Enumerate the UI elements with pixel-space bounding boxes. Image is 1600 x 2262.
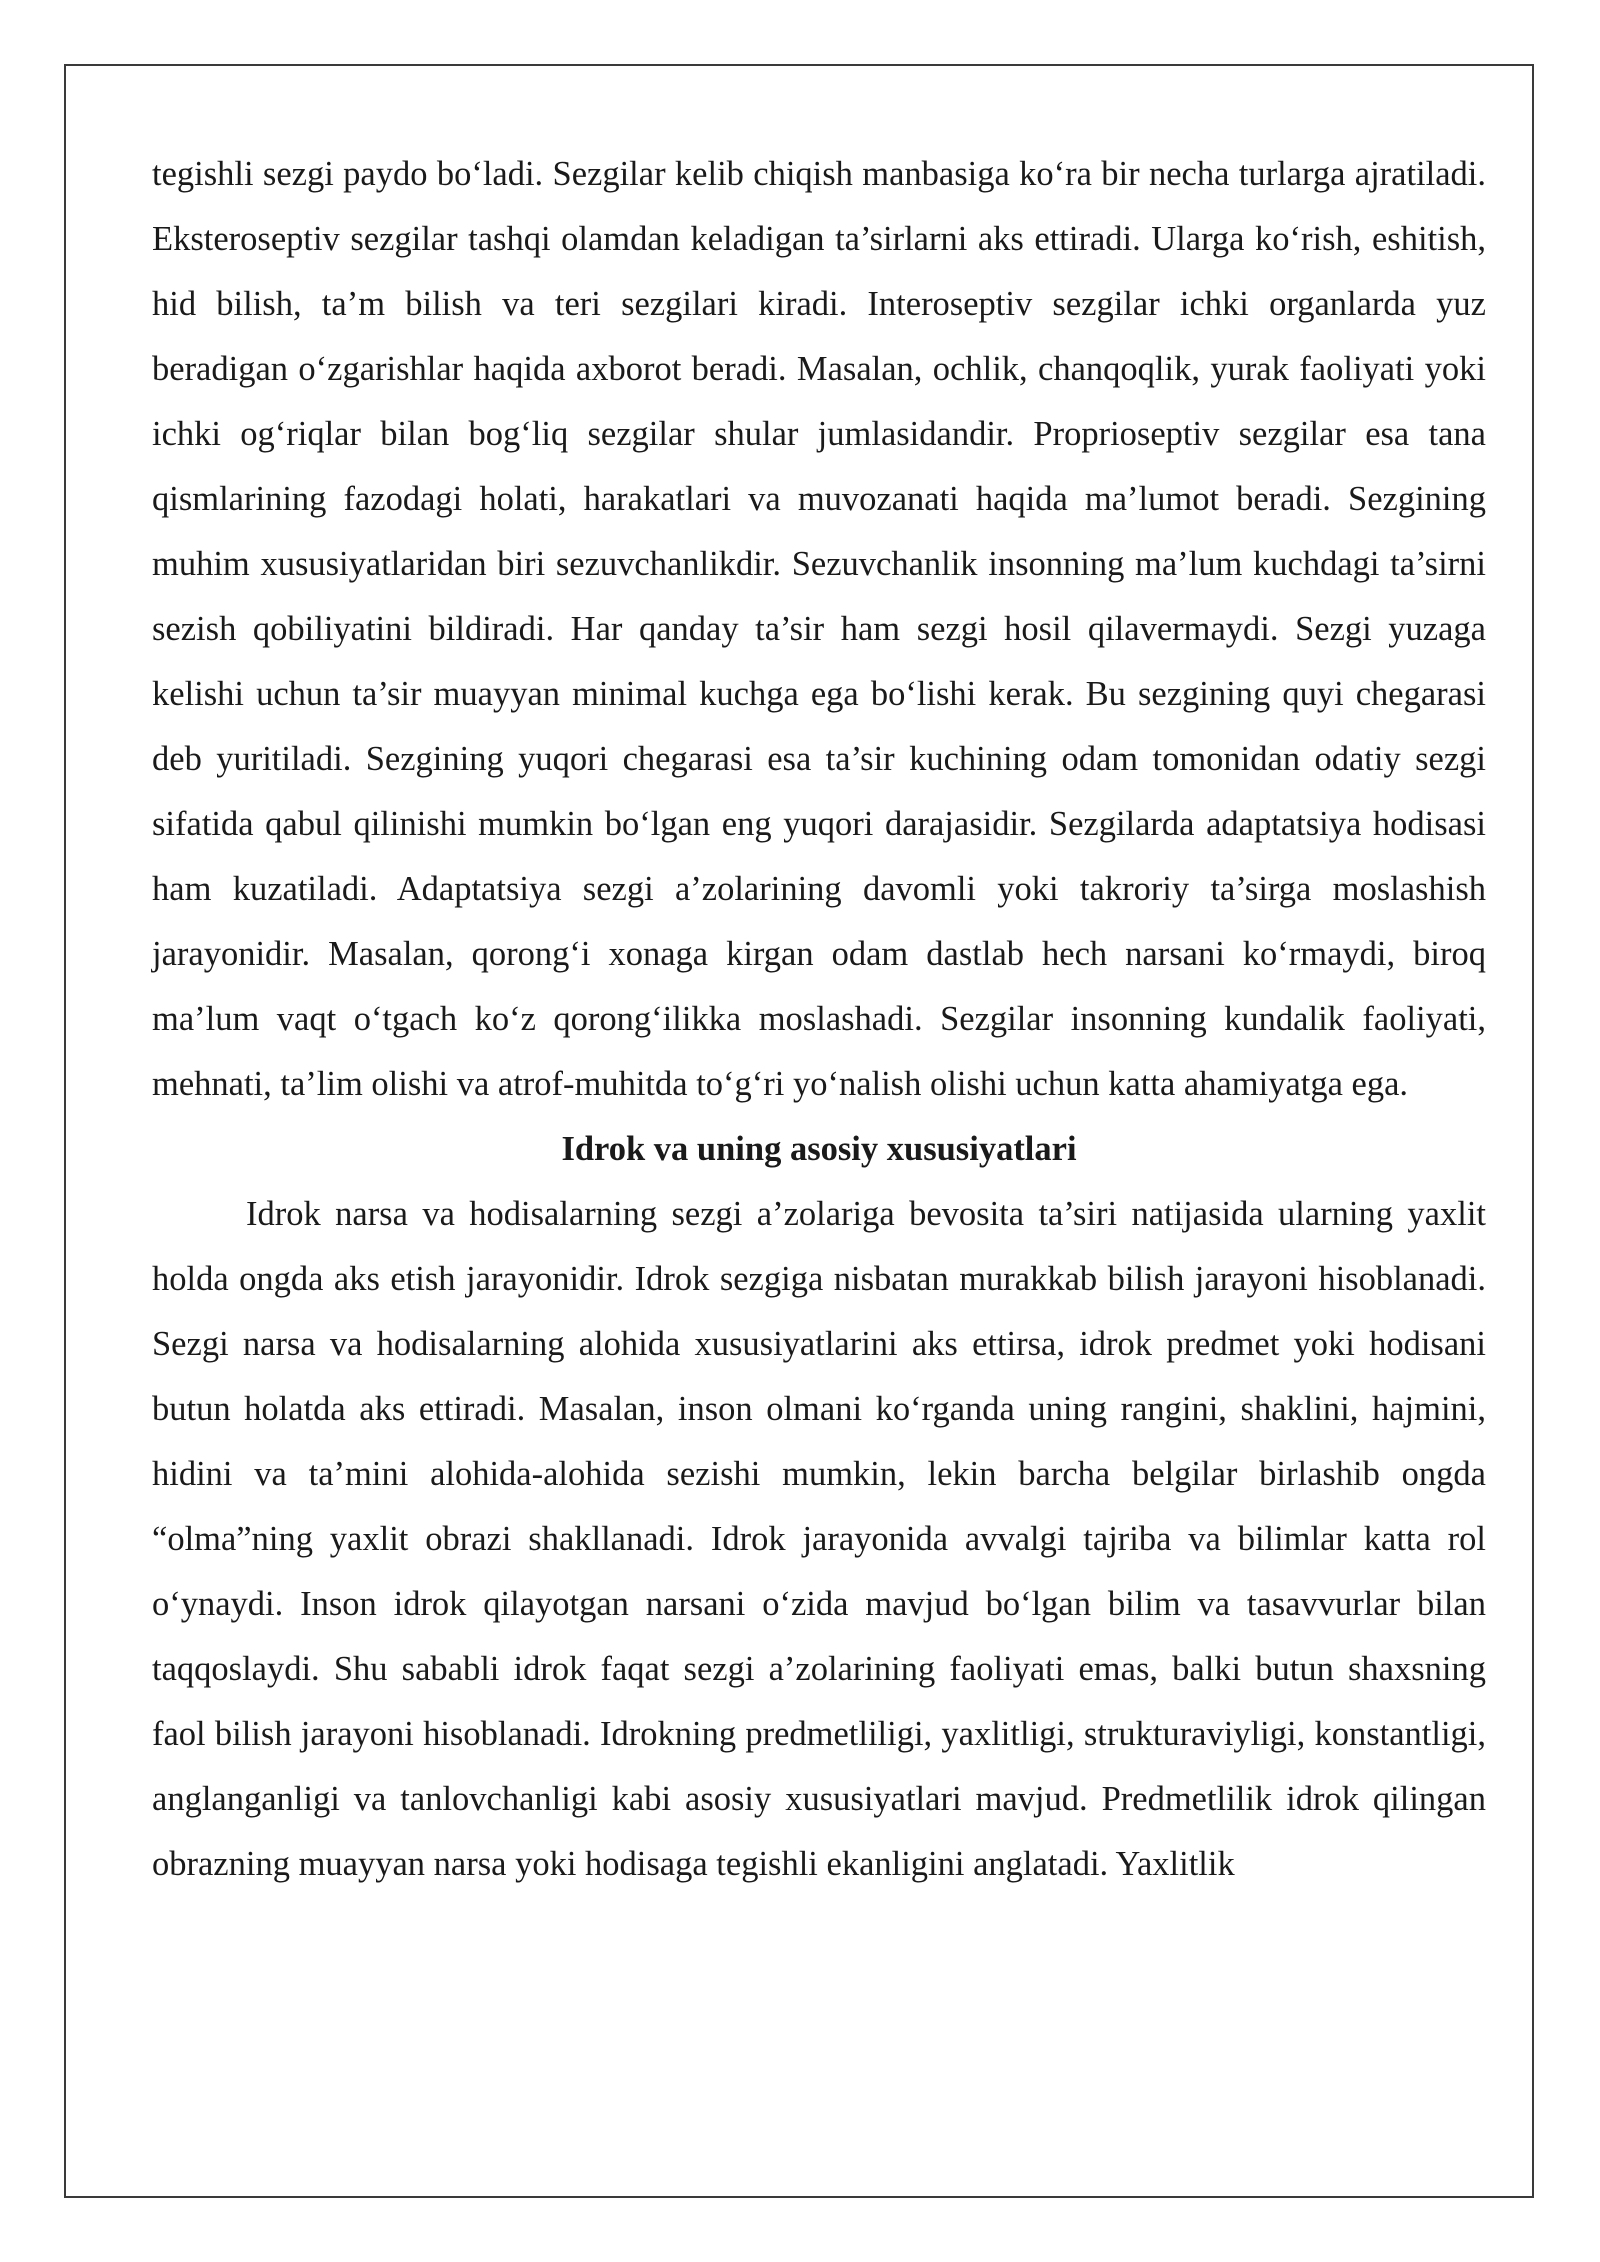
paragraph-sensations: tegishli sezgi paydo bo‘ladi. Sezgilar kelib chiqish manbasiga ko‘ra bir necha turlarga ajratiladi. Eksteroseptiv sezgilar tashqi olamdan keladigan ta’sirlarni aks ettiradi. Ularga ko‘rish, eshitish, hid bilish, ta’m bilish va teri sezgilari kiradi. Interoseptiv sezgilar ichki organlarda yuz beradigan o‘zgarishlar haqida axborot beradi. Masalan, ochlik, chanqoqlik, yurak faoliyati yoki ichki og‘riqlar bilan bog‘liq sezgilar shular jumlasidandir. Proprioseptiv sezgilar esa tana qismlarining fazodagi holati, harakatlari va muvozanati haqida ma’lumot beradi. Sezgining muhim xususiyatlaridan biri sezuvchanlikdir. Sezuvchanlik insonning ma’lum kuchdagi ta’sirni sezish qobiliyatini bildiradi. Har qanday ta’sir ham sezgi hosil qilavermaydi. Sezgi yuzaga kelishi uchun ta’sir muayyan minimal kuchga ega bo‘lishi kerak. Bu sezgining quyi chegarasi deb yuritiladi. Sezgining yuqori chegarasi esa ta’sir kuchining odam tomonidan odatiy sezgi sifatida qabul qilinishi mumkin bo‘lgan eng yuqori darajasidir. Sezgilarda adaptatsiya hodisasi ham kuzatiladi. Adaptatsiya sezgi a’zolarining davomli yoki takroriy ta’sirga moslashish jarayonidir. Masalan, qorong‘i xonaga kirgan odam dastlab hech narsani ko‘rmaydi, biroq ma’lum vaqt o‘tgach ko‘z qorong‘ilikka moslashadi. Sezgilar insonning kundalik faoliyati, mehnati, ta’lim olishi va atrof-muhitda to‘g‘ri yo‘nalish olishi uchun katta ahamiyatga ega. [152, 155, 1486, 1103]
document-body [152, 142, 1486, 1897]
paragraph-perception: Idrok narsa va hodisalarning sezgi a’zolariga bevosita ta’siri natijasida ularning yaxlit holda ongda aks etish jarayonidir. Idrok sezgiga nisbatan murakkab bilish jarayoni hisoblanadi. Sezgi narsa va hodisalarning alohida xususiyatlarini aks ettirsa, idrok predmet yoki hodisani butun holatda aks ettiradi. Masalan, inson olmani ko‘rganda uning rangini, shaklini, hajmini, hidini va ta’mini alohida-alohida sezishi mumkin, lekin barcha belgilar birlashib ongda “olma”ning yaxlit obrazi shakllanadi. Idrok jarayonida avvalgi tajriba va bilimlar katta rol o‘ynaydi. Inson idrok qilayotgan narsani o‘zida mavjud bo‘lgan bilim va tasavvurlar bilan taqqoslaydi. Shu sababli idrok faqat sezgi a’zolarining faoliyati emas, balki butun shaxsning faol bilish jarayoni hisoblanadi. Idrokning predmetliligi, yaxlitligi, strukturaviyligi, konstantligi, anglanganligi va tanlovchanligi kabi asosiy xususiyatlari mavjud. Predmetlilik idrok qilingan obrazning muayyan narsa yoki hodisaga tegishli ekanligini anglatadi. Yaxlitlik [152, 1195, 1486, 1883]
section-heading: Idrok va uning asosiy xususiyatlari [561, 1130, 1077, 1168]
